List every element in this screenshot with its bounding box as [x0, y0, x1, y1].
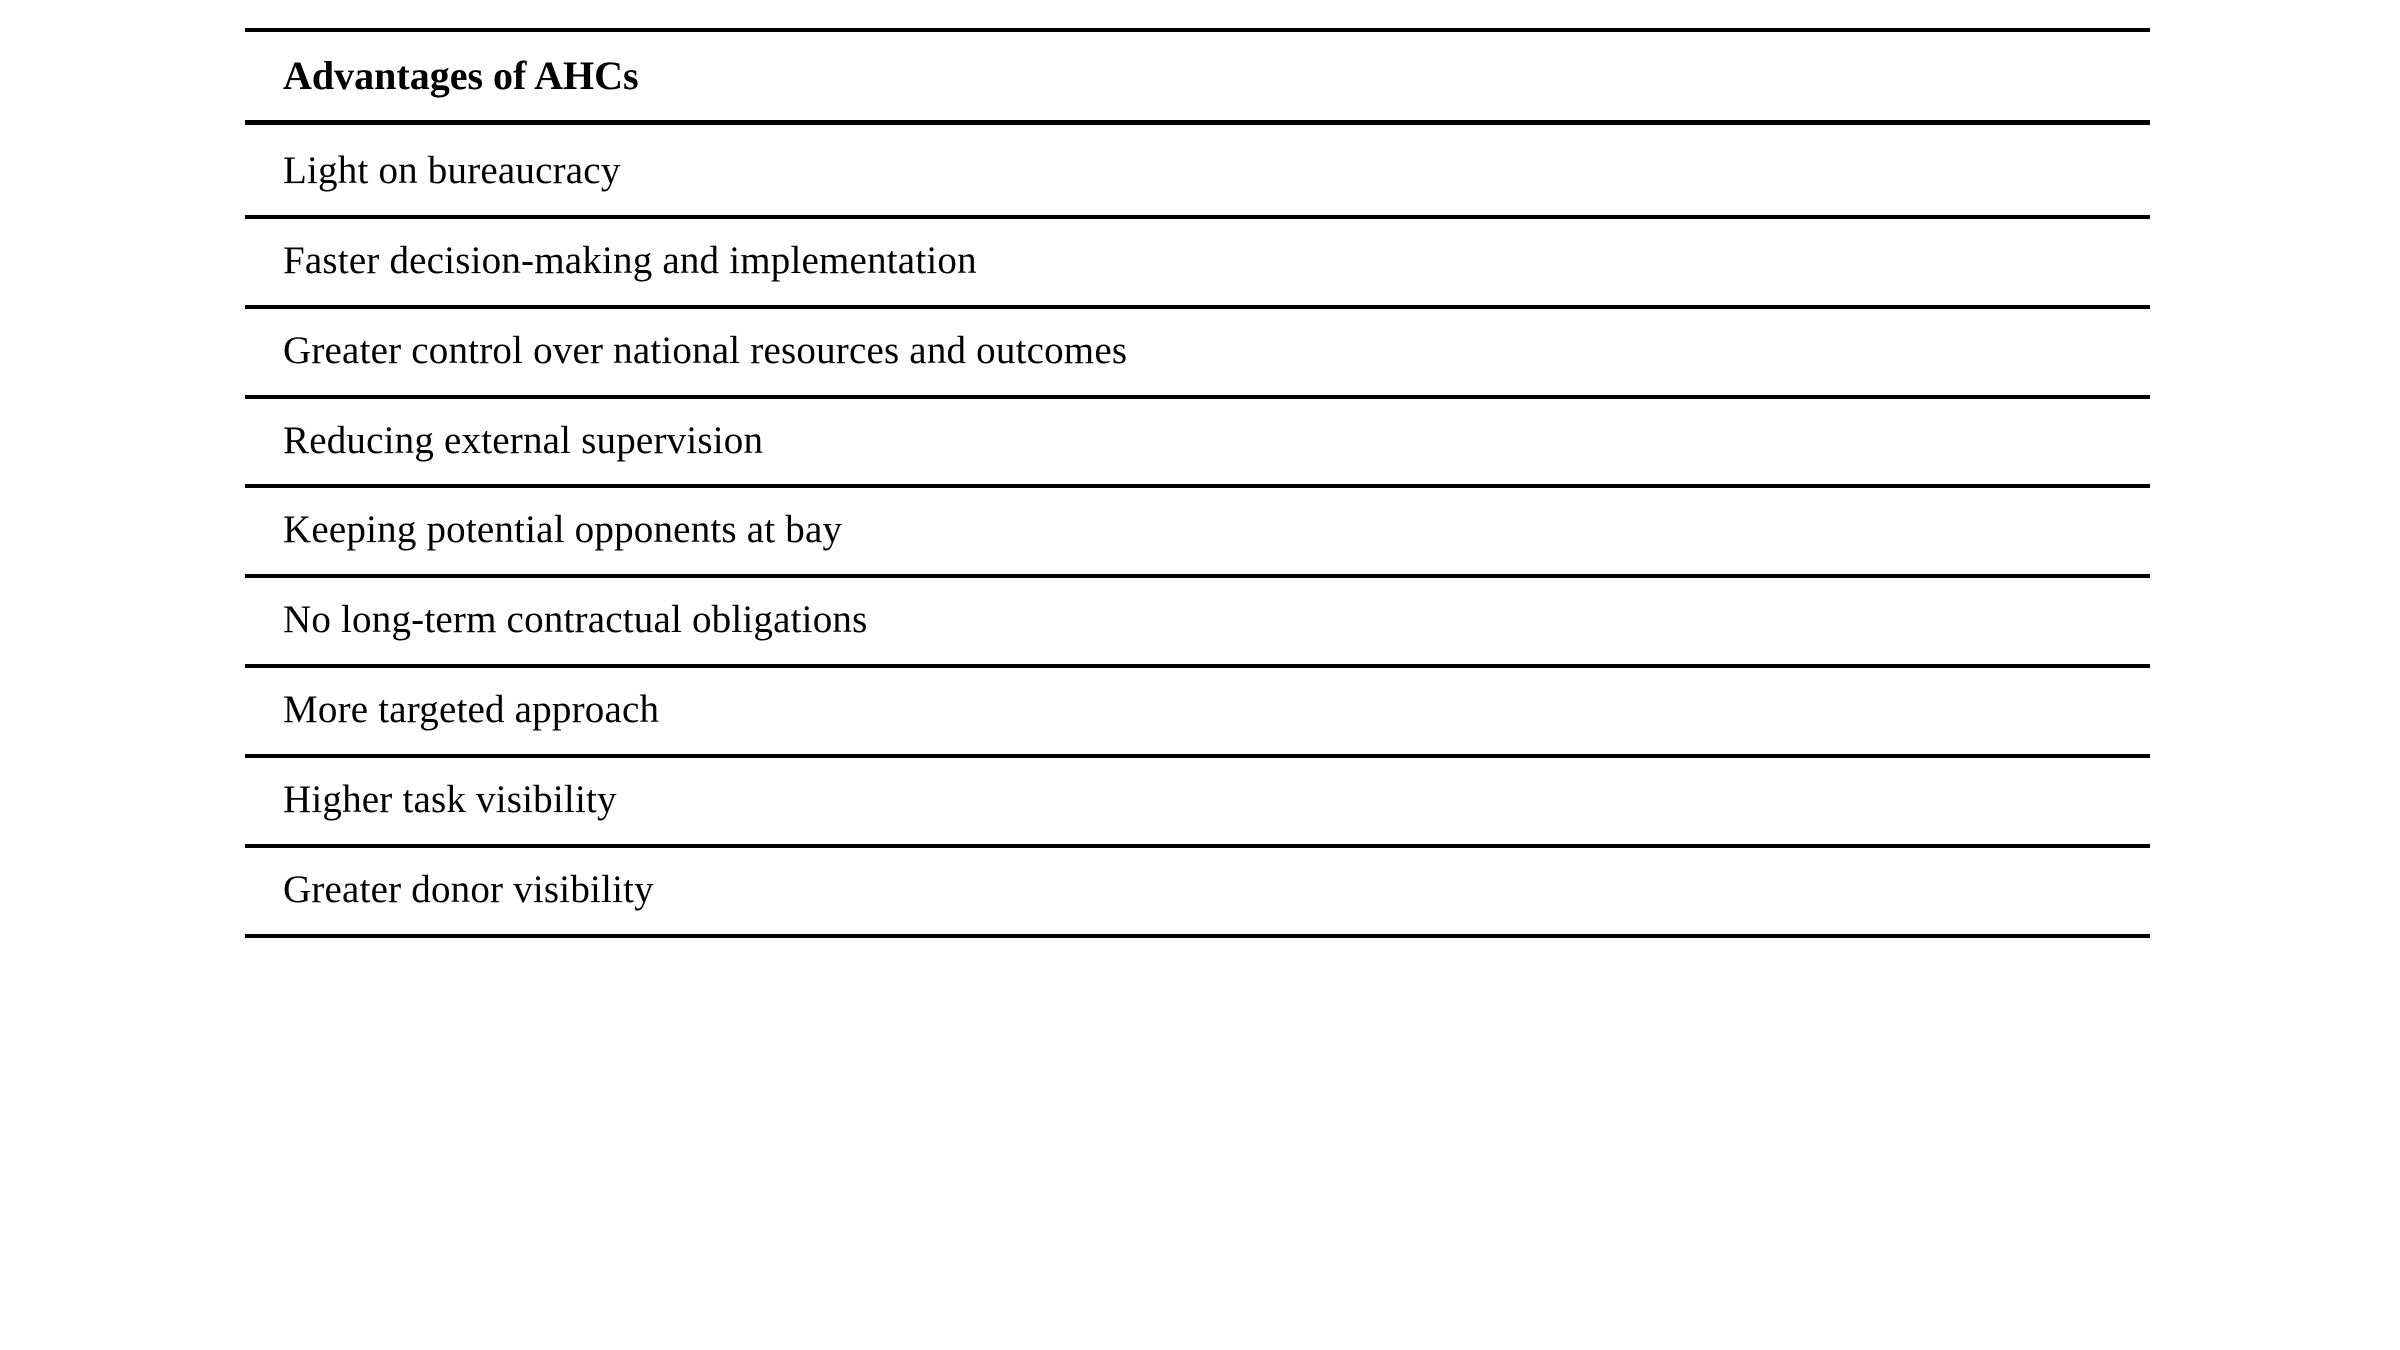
table-cell: Light on bureaucracy — [245, 123, 2150, 217]
table-row — [245, 576, 2150, 666]
table-cell: No long-term contractual obligations — [245, 576, 2150, 666]
table-row — [245, 307, 2150, 397]
table-cell: Keeping potential opponents at bay — [245, 486, 2150, 576]
table-cell: Greater control over national resources and outcomes — [245, 307, 2150, 397]
table-container — [245, 28, 2150, 938]
table-row — [245, 666, 2150, 756]
table-cell: Faster decision-making and implementation — [245, 217, 2150, 307]
table-cell: Reducing external supervision — [245, 397, 2150, 487]
table-row — [245, 756, 2150, 846]
table-column-header: Advantages of AHCs — [245, 30, 2150, 123]
table-body — [245, 123, 2150, 936]
advantages-table — [245, 28, 2150, 938]
table-cell: Greater donor visibility — [245, 846, 2150, 936]
table-header-row — [245, 30, 2150, 123]
table-row — [245, 397, 2150, 487]
table-row — [245, 123, 2150, 217]
table-cell: Higher task visibility — [245, 756, 2150, 846]
table-cell: More targeted approach — [245, 666, 2150, 756]
table-row — [245, 846, 2150, 936]
table-row — [245, 217, 2150, 307]
table-row — [245, 486, 2150, 576]
table-head — [245, 30, 2150, 123]
